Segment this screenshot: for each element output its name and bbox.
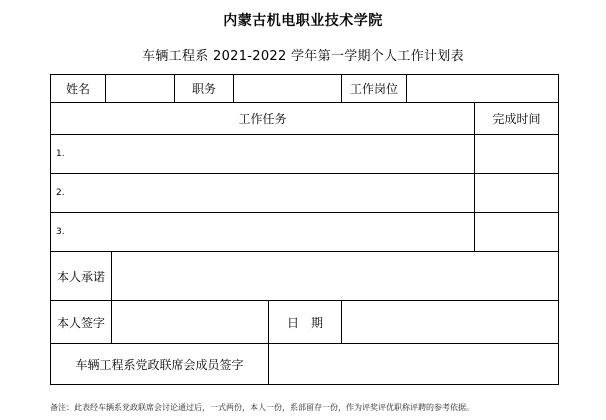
committee-label: 车辆工程系党政联席会成员签字: [50, 343, 269, 385]
commitment-field[interactable]: [111, 251, 559, 301]
task-3-deadline[interactable]: [474, 212, 559, 252]
name-field[interactable]: [105, 74, 175, 103]
task-1-index: 1.: [56, 149, 65, 159]
commitment-label: 本人承诺: [50, 251, 112, 301]
post-field[interactable]: [406, 74, 559, 103]
task-1-deadline[interactable]: [474, 134, 559, 174]
footer-note: 备注：此表经车辆系党政联席会讨论通过后，一式两份，本人一份，系部留存一份，作为评奖评优职称评聘的参考依据。: [50, 403, 474, 412]
institution-title: 内蒙古机电职业技术学院: [223, 13, 383, 29]
deadline-header: 完成时间: [474, 102, 559, 135]
committee-signature-field[interactable]: [268, 343, 559, 385]
task-3-index: 3.: [56, 227, 65, 237]
date-field[interactable]: [341, 300, 559, 344]
task-header: 工作任务: [50, 102, 475, 135]
task-3-field[interactable]: [50, 212, 475, 252]
task-2-index: 2.: [56, 188, 65, 198]
signature-field[interactable]: [111, 300, 269, 344]
task-2-field[interactable]: [50, 173, 475, 213]
task-2-deadline[interactable]: [474, 173, 559, 213]
signature-label: 本人签字: [50, 300, 112, 344]
position-label: 职务: [174, 74, 234, 103]
form-title: 车辆工程系 2021-2022 学年第一学期个人工作计划表: [142, 49, 464, 64]
position-field[interactable]: [233, 74, 342, 103]
task-1-field[interactable]: [50, 134, 475, 174]
date-label: 日 期: [268, 300, 342, 344]
name-label: 姓名: [50, 74, 106, 103]
post-label: 工作岗位: [341, 74, 407, 103]
